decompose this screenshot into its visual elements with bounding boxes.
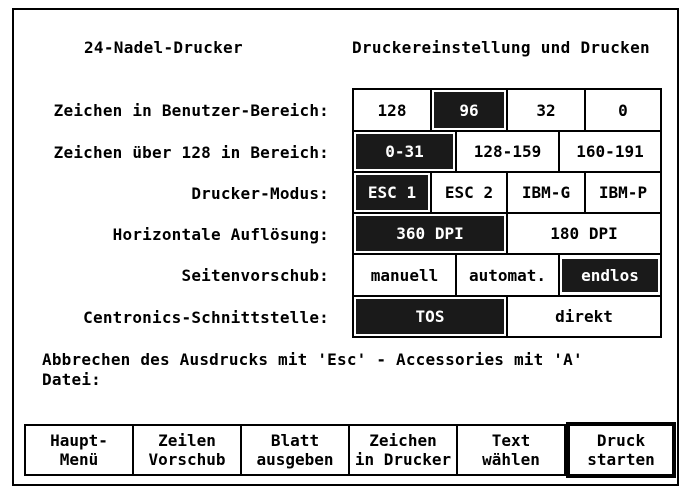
select-text-button[interactable]: Text wählen [458,424,566,476]
option-mode-esc2[interactable]: ESC 2 [444,183,494,202]
printer-type-title: 24-Nadel-Drucker [84,38,243,57]
chars-to-printer-button[interactable]: Zeichen in Drucker [350,424,458,476]
option-formfeed-endless[interactable]: endlos [562,259,658,292]
eject-page-button[interactable]: Blatt ausgeben [242,424,350,476]
label-chars-above-128: Zeichen über 128 in Bereich: [53,143,329,162]
hint-text: Abbrechen des Ausdrucks mit 'Esc' - Accessories mit 'A' [42,350,583,369]
label-horizontal-resolution: Horizontale Auflösung: [112,225,329,244]
file-label: Datei: [42,370,101,389]
option-formfeed-manual[interactable]: manuell [370,265,439,285]
option-resolution-180[interactable]: 180 DPI [550,224,618,243]
line-feed-button[interactable]: Zeilen Vorschub [134,424,242,476]
option-user-chars-32[interactable]: 32 [536,100,556,120]
option-user-chars-128[interactable]: 128 [377,100,407,120]
option-mode-ibm-g[interactable]: IBM-G [521,183,571,202]
label-user-chars: Zeichen in Benutzer-Bereich: [53,101,329,120]
label-centronics-port: Centronics-Schnittstelle: [83,308,329,327]
option-mode-esc1[interactable]: ESC 1 [356,175,428,210]
option-resolution-360[interactable]: 360 DPI [356,216,504,251]
option-user-chars-96[interactable]: 96 [434,92,504,128]
option-mode-ibm-p[interactable]: IBM-P [598,183,648,202]
main-menu-button[interactable]: Haupt- Menü [26,424,134,476]
option-formfeed-auto[interactable]: automat. [468,265,547,285]
label-form-feed: Seitenvorschub: [181,266,329,285]
option-port-direct[interactable]: direkt [555,307,613,326]
start-print-button[interactable]: Druck starten [566,422,676,478]
option-port-tos[interactable]: TOS [356,299,504,334]
label-printer-mode: Drucker-Modus: [191,184,329,203]
option-range-160-191[interactable]: 160-191 [576,142,644,161]
option-range-128-159[interactable]: 128-159 [473,142,542,161]
option-range-0-31[interactable]: 0-31 [356,134,453,169]
page-title: Druckereinstellung und Drucken [352,38,650,57]
option-user-chars-0[interactable]: 0 [618,100,628,120]
